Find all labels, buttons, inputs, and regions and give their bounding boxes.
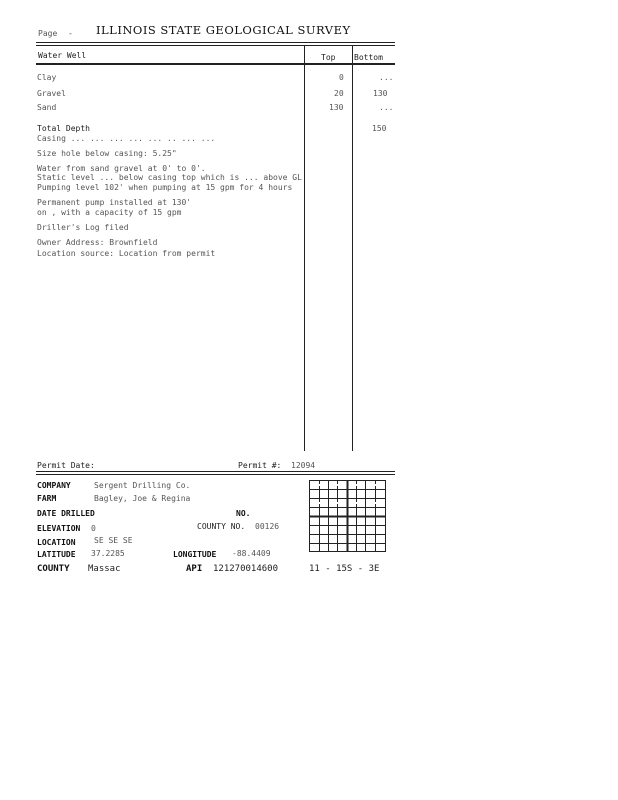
total-depth-value: 150: [372, 124, 387, 133]
note-drillers-log: Driller's Log filed: [37, 223, 129, 232]
county-no-value: 00126: [255, 522, 280, 531]
note-pump-capacity: on , with a capacity of 15 gpm: [37, 208, 182, 217]
page-title: ILLINOIS STATE GEOLOGICAL SURVEY: [96, 23, 351, 37]
location-label: LOCATION: [37, 538, 76, 547]
total-depth-label: Total Depth: [37, 124, 90, 133]
table-row-bottom: 130: [373, 89, 388, 98]
permit-date-label: Permit Date:: [37, 461, 95, 470]
column-header-top: Top: [321, 53, 336, 62]
column-divider-left: [304, 46, 305, 451]
footer-rule-top: [36, 471, 395, 472]
longitude-label: LONGITUDE: [173, 550, 217, 559]
latitude-value: 37.2285: [91, 549, 125, 558]
table-row-top: 0: [339, 73, 344, 82]
township-range: 11 - 15S - 3E: [309, 564, 380, 574]
note-location-source: Location source: Location from permit: [37, 249, 216, 258]
note-pump-installed: Permanent pump installed at 130': [37, 198, 192, 207]
note-water-source: Water from sand gravel at 0' to 0'.: [37, 164, 206, 173]
header-rule-top: [36, 42, 395, 43]
well-no-label: NO.: [236, 509, 251, 518]
note-owner-address: Owner Address: Brownfield: [37, 238, 158, 247]
section-grid-lines: [309, 480, 386, 552]
page-number: -: [68, 29, 73, 38]
county-no-label: COUNTY NO.: [197, 522, 246, 531]
api-value: 121270014600: [213, 564, 279, 574]
elevation-value: 0: [91, 524, 96, 533]
section-location-grid: [309, 480, 386, 552]
permit-number-value: 12094: [291, 461, 316, 470]
table-row-top: 20: [334, 89, 344, 98]
longitude-value: -88.4409: [232, 549, 271, 558]
api-label: API: [186, 564, 203, 574]
farm-label: FARM: [37, 494, 57, 503]
latitude-label: LATITUDE: [37, 550, 76, 559]
permit-number-label: Permit #:: [238, 461, 282, 470]
elevation-label: ELEVATION: [37, 524, 81, 533]
county-value: Massac: [88, 564, 121, 574]
location-value: SE SE SE: [94, 536, 133, 545]
farm-value: Bagley, Joe & Regina: [94, 494, 191, 503]
county-label: COUNTY: [37, 564, 70, 574]
table-row-description: Sand: [37, 103, 57, 112]
note-pumping-level: Pumping level 102' when pumping at 15 gpm for 4 hours: [37, 183, 293, 192]
date-drilled-label: DATE DRILLED: [37, 509, 95, 518]
column-divider-right: [352, 46, 353, 451]
note-hole-size: Size hole below casing: 5.25": [37, 149, 177, 158]
table-row-description: Clay: [37, 73, 57, 82]
company-label: COMPANY: [37, 481, 71, 490]
table-row-bottom: ...: [379, 73, 394, 82]
header-rule-bottom: [36, 45, 395, 46]
table-row-bottom: ...: [379, 103, 394, 112]
note-casing: Casing ... ... ... ... ... .. ... ...: [37, 134, 216, 143]
table-header-rule: [36, 63, 395, 65]
table-row-description: Gravel: [37, 89, 66, 98]
column-header-description: Water Well: [38, 51, 87, 60]
table-row-top: 130: [329, 103, 344, 112]
note-static-level: Static level ... below casing top which is ... above GL: [37, 173, 302, 182]
page-label: Page: [38, 29, 58, 38]
footer-rule-bottom: [36, 474, 395, 475]
company-value: Sergent Drilling Co.: [94, 481, 191, 490]
column-header-bottom: Bottom: [354, 53, 383, 62]
